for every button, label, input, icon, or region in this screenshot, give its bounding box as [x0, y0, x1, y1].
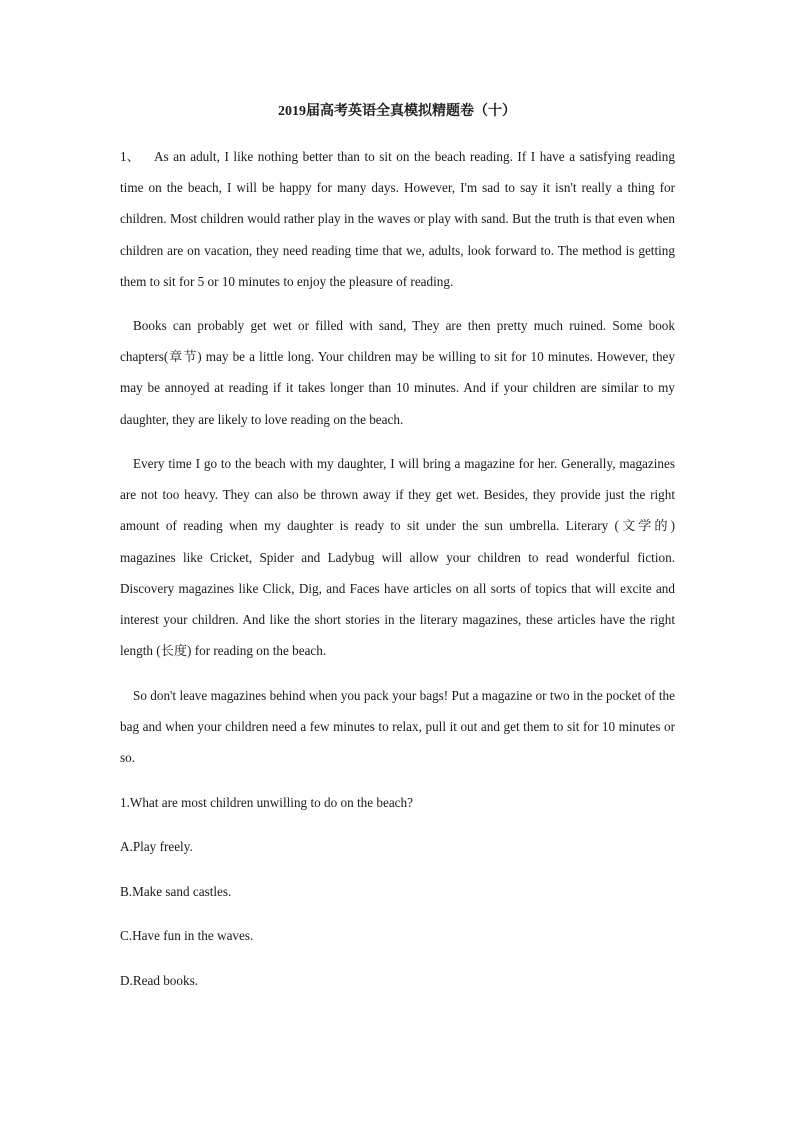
option-b: B.Make sand castles.	[120, 884, 232, 899]
paragraph-text: Every time I go to the beach with my daughter, I will bring a magazine for her. Generally, magazines are not too heavy. They can also be thrown away if they get wet. Besides, they provide just the right amount of reading when my daughter is ready to sit under the sun umbrella. Literary (文学的) magazines like Cricket, Spider and Ladybug will allow your children to read wonderful fiction. Discovery magazines like Click, Dig, and Faces have articles on all sorts of topics that will excite and interest your children. And like the short stories in the literary magazines, these articles have the right length (长度) for reading on the beach.	[120, 456, 675, 659]
option-d: D.Read books.	[120, 973, 199, 988]
option-a: A.Play freely.	[120, 839, 193, 854]
question-stem: 1.What are most children unwilling to do on the beach?	[120, 795, 413, 810]
passage-paragraph-1	[120, 141, 675, 297]
paragraph-text: As an adult, I like nothing better than to sit on the beach reading. If I have a satisfying reading time on the beach, I will be happy for many days. However, I'm sad to say it isn't really a thing for children. Most children would rather play in the waves or play with sand. But the truth is that even when children are on vacation, they need reading time that we, adults, look forward to. The method is getting them to sit for 5 or 10 minutes to enjoy the pleasure of reading.	[120, 149, 675, 289]
passage-number: 1、	[120, 149, 140, 164]
passage-paragraph-2	[120, 310, 675, 435]
passage-paragraph-3	[120, 448, 675, 666]
paragraph-text: So don't leave magazines behind when you pack your bags! Put a magazine or two in the pocket of the bag and when your children need a few minutes to relax, pull it out and get them to sit for 10 minutes or so.	[120, 688, 675, 766]
option-c: C.Have fun in the waves.	[120, 928, 254, 943]
passage-paragraph-4	[120, 680, 675, 774]
paragraph-text: Books can probably get wet or filled with sand, They are then pretty much ruined. Some book chapters(章节) may be a little long. Your children may be willing to sit for 10 minutes. However, they may be annoyed at reading if it takes longer than 10 minutes. And if your children are similar to my daughter, they are likely to love reading on the beach.	[120, 318, 675, 427]
document-title: 2019届高考英语全真模拟精题卷（十）	[278, 104, 516, 119]
